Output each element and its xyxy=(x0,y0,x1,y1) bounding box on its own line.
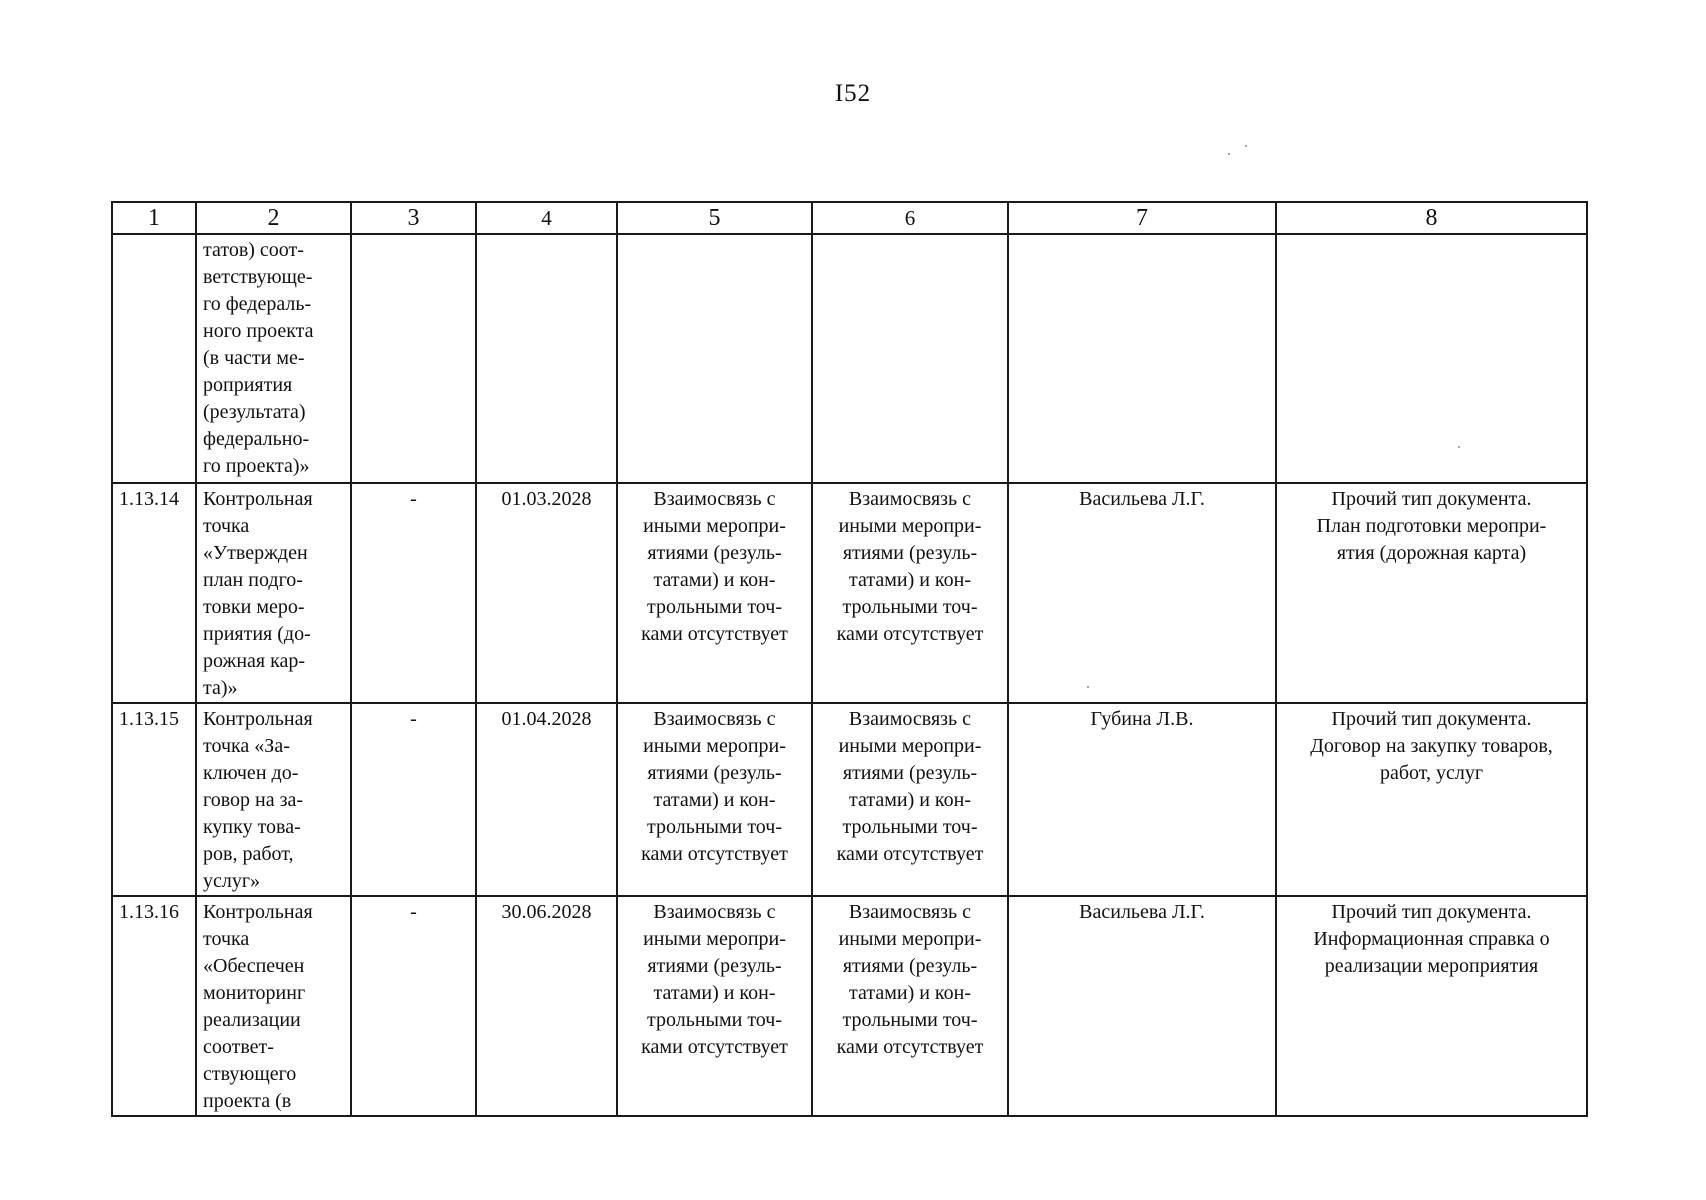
control-point-name: Контрольная точка «Утвержден план подго- товки меро- приятия (до- рожная кар- та)» xyxy=(203,488,313,699)
responsible-person: Губина Л.В. xyxy=(1090,708,1194,730)
column-header: 2 xyxy=(196,202,351,234)
relation-cell xyxy=(617,703,812,896)
column-header: 7 xyxy=(1008,202,1276,234)
relation-text: Взаимосвязь с иными меропри- ятиями (резуль- татами) и кон- трольными точ- ками отсутствует xyxy=(641,488,788,645)
col3-value: - xyxy=(410,901,417,923)
column-header: 8 xyxy=(1276,202,1587,234)
relation-text: Взаимосвязь с иными меропри- ятиями (резуль- татами) и кон- трольными точ- ками отсутствует xyxy=(836,901,984,1058)
column-header: 4 xyxy=(476,202,617,234)
column-header: 3 xyxy=(351,202,476,234)
control-point-name: Контрольная точка «За- ключен до- говор на за- купку това- ров, работ, услуг» xyxy=(203,708,313,892)
name-cell xyxy=(196,703,351,896)
date-cell xyxy=(476,896,617,1116)
name-cell xyxy=(196,234,351,483)
name-cell xyxy=(196,896,351,1116)
page-number: I52 xyxy=(834,80,872,107)
relation-cell xyxy=(812,703,1008,896)
control-point-name: татов) соот- ветствующе- го федераль- ного проекта (в части ме- роприятия (результата) федерально- го проекта)» xyxy=(203,239,314,477)
table-row xyxy=(112,896,1587,1116)
column-header: 6 xyxy=(812,202,1008,234)
relation-text: Взаимосвязь с иными меропри- ятиями (резуль- татами) и кон- трольными точ- ками отсутствует xyxy=(836,708,984,865)
row-number-cell xyxy=(112,896,196,1116)
row-number: 1.13.14 xyxy=(119,488,179,510)
relation-cell xyxy=(617,234,812,483)
col3-cell xyxy=(351,234,476,483)
name-cell xyxy=(196,483,351,703)
column-header: 5 xyxy=(617,202,812,234)
col3-cell xyxy=(351,703,476,896)
row-number: 1.13.15 xyxy=(119,708,179,730)
document-cell xyxy=(1276,896,1587,1116)
table-header-row xyxy=(112,202,1587,234)
row-number: 1.13.16 xyxy=(119,901,179,923)
col3-cell xyxy=(351,896,476,1116)
relation-cell xyxy=(617,483,812,703)
document-type: Прочий тип документа. План подготовки меропри- ятия (дорожная карта) xyxy=(1316,488,1547,564)
responsible-person: Васильева Л.Г. xyxy=(1079,901,1205,923)
relation-cell xyxy=(812,896,1008,1116)
scan-speck xyxy=(1228,153,1230,155)
row-number-cell xyxy=(112,703,196,896)
table-row xyxy=(112,703,1587,896)
col3-value: - xyxy=(410,488,417,510)
table-row xyxy=(112,234,1587,483)
relation-cell xyxy=(617,896,812,1116)
control-point-name: Контрольная точка «Обеспечен мониторинг реализации соответ- ствующего проекта (в xyxy=(203,901,313,1112)
row-number-cell xyxy=(112,483,196,703)
responsible-person: Васильева Л.Г. xyxy=(1079,488,1205,510)
relation-text: Взаимосвязь с иными меропри- ятиями (резуль- татами) и кон- трольными точ- ками отсутствует xyxy=(836,488,984,645)
relation-cell xyxy=(812,234,1008,483)
deadline-date: 01.03.2028 xyxy=(501,488,592,510)
column-header: 1 xyxy=(112,202,196,234)
relation-text: Взаимосвязь с иными меропри- ятиями (резуль- татами) и кон- трольными точ- ками отсутствует xyxy=(641,901,788,1058)
responsible-cell xyxy=(1008,896,1276,1116)
control-points-table xyxy=(111,201,1588,1117)
document-cell xyxy=(1276,234,1587,483)
document-cell xyxy=(1276,483,1587,703)
row-number-cell xyxy=(112,234,196,483)
scan-speck xyxy=(1245,145,1247,147)
date-cell xyxy=(476,703,617,896)
date-cell xyxy=(476,483,617,703)
table-row xyxy=(112,483,1587,703)
document-type: Прочий тип документа. Информационная справка о реализации мероприятия xyxy=(1313,901,1550,977)
document-type: Прочий тип документа. Договор на закупку товаров, работ, услуг xyxy=(1310,708,1553,784)
document-cell xyxy=(1276,703,1587,896)
relation-text: Взаимосвязь с иными меропри- ятиями (резуль- татами) и кон- трольными точ- ками отсутствует xyxy=(641,708,788,865)
deadline-date: 30.06.2028 xyxy=(501,901,592,923)
date-cell xyxy=(476,234,617,483)
responsible-cell xyxy=(1008,483,1276,703)
deadline-date: 01.04.2028 xyxy=(501,708,592,730)
relation-cell xyxy=(812,483,1008,703)
col3-cell xyxy=(351,483,476,703)
responsible-cell xyxy=(1008,234,1276,483)
responsible-cell xyxy=(1008,703,1276,896)
col3-value: - xyxy=(410,708,417,730)
